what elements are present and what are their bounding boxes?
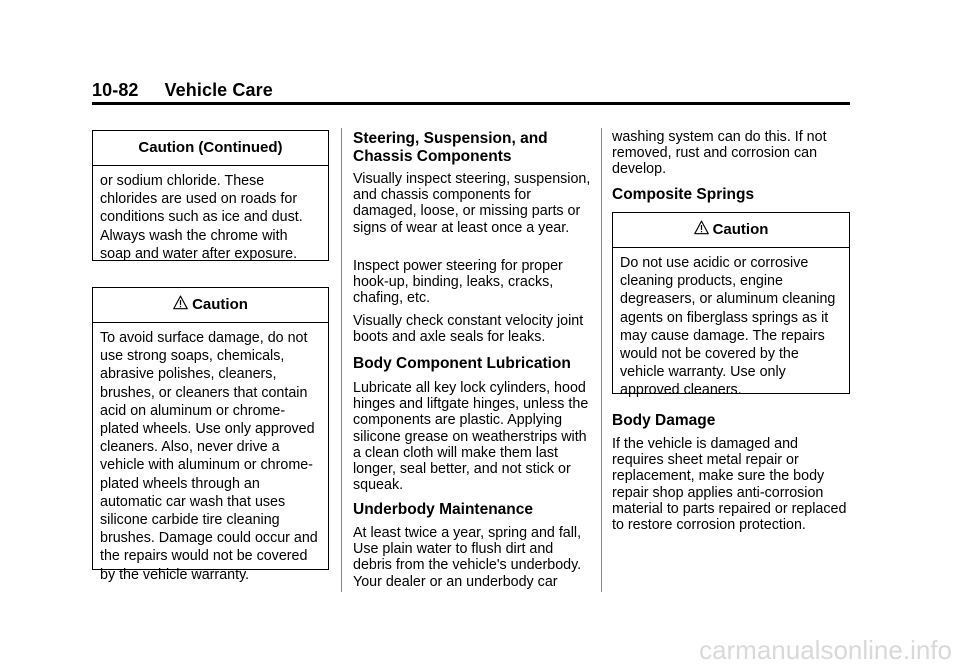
caution-wheels-body: To avoid surface damage, do not use strong soaps, chemicals, abrasive polishes, cleaners, brushes, or cleaners that contain acid on aluminum or chrome-plated wheels. Use only approved cleaners. Also, never drive a vehicle with aluminum or chrome-plated wheels through an automatic car wash that uses silicone carbide tire cleaning brushes. Damage could occur and the repairs would not be covered by the vehicle warranty. <box>100 330 318 583</box>
warning-triangle-icon <box>173 295 188 310</box>
watermark: carmanualsonline.info <box>699 635 952 665</box>
header-rule <box>92 102 850 105</box>
caution-wheels-title: Caution <box>192 296 248 313</box>
caution-continued-box <box>92 130 329 261</box>
caution-wheels-box <box>92 287 329 583</box>
lubrication-heading: Body Component Lubrication <box>353 355 571 372</box>
caution-continued-body: or sodium chloride. These chlorides are used on roads for conditions such as ice and dust. Always wash the chrome with soap and water after exposure. <box>100 173 303 262</box>
caution-continued-title: Caution (Continued) <box>93 131 328 166</box>
caution-composite-title-row <box>613 213 849 248</box>
column-divider-left <box>341 128 342 592</box>
underbody-heading: Underbody Maintenance <box>353 501 533 518</box>
steering-paragraph-3: Visually check constant velocity joint boots and axle seals for leaks. <box>353 313 584 346</box>
body-damage-heading: Body Damage <box>612 412 716 429</box>
steering-heading: Steering, Suspension, and Chassis Components <box>353 130 548 165</box>
steering-paragraph-1: Visually inspect steering, suspension, and chassis components for damaged, loose, or missing parts or signs of wear at least once a year. <box>353 171 591 236</box>
composite-heading: Composite Springs <box>612 186 755 203</box>
steering-paragraph-2: Inspect power steering for proper hook-up, binding, leaks, cracks, chafing, etc. <box>353 258 563 307</box>
underbody-body: At least twice a year, spring and fall, Use plain water to flush dirt and debris from the vehicle's underbody. Your dealer or an underbody car <box>353 525 582 590</box>
body-damage-body: If the vehicle is damaged and requires sheet metal repair or replacement, make sure the body repair shop applies anti-corrosion material to parts repaired or replaced to restore corrosion protection. <box>612 436 847 534</box>
page-header <box>92 80 273 101</box>
column-divider-right <box>601 128 602 592</box>
caution-composite-title: Caution <box>712 221 769 238</box>
warning-triangle-icon <box>694 220 709 235</box>
underbody-body-continued: washing system can do this. If not removed, rust and corrosion can develop. <box>612 129 827 178</box>
caution-composite-body: Do not use acidic or corrosive cleaning products, engine degreasers, or aluminum cleaning agents on fiberglass springs as it may cause damage. The repairs would not be covered by the vehicle warranty. Use only approved cleaners. <box>620 255 836 399</box>
section-title: Vehicle Care <box>164 80 273 100</box>
caution-composite-box <box>612 212 850 399</box>
page-number: 10-82 <box>92 80 139 100</box>
lubrication-body: Lubricate all key lock cylinders, hood hinges and liftgate hinges, unless the components are plastic. Applying silicone grease on weatherstrips with a clean cloth will make them last longer, seal better, and not stick or squeak. <box>353 380 589 494</box>
caution-wheels-title-row <box>93 288 328 323</box>
